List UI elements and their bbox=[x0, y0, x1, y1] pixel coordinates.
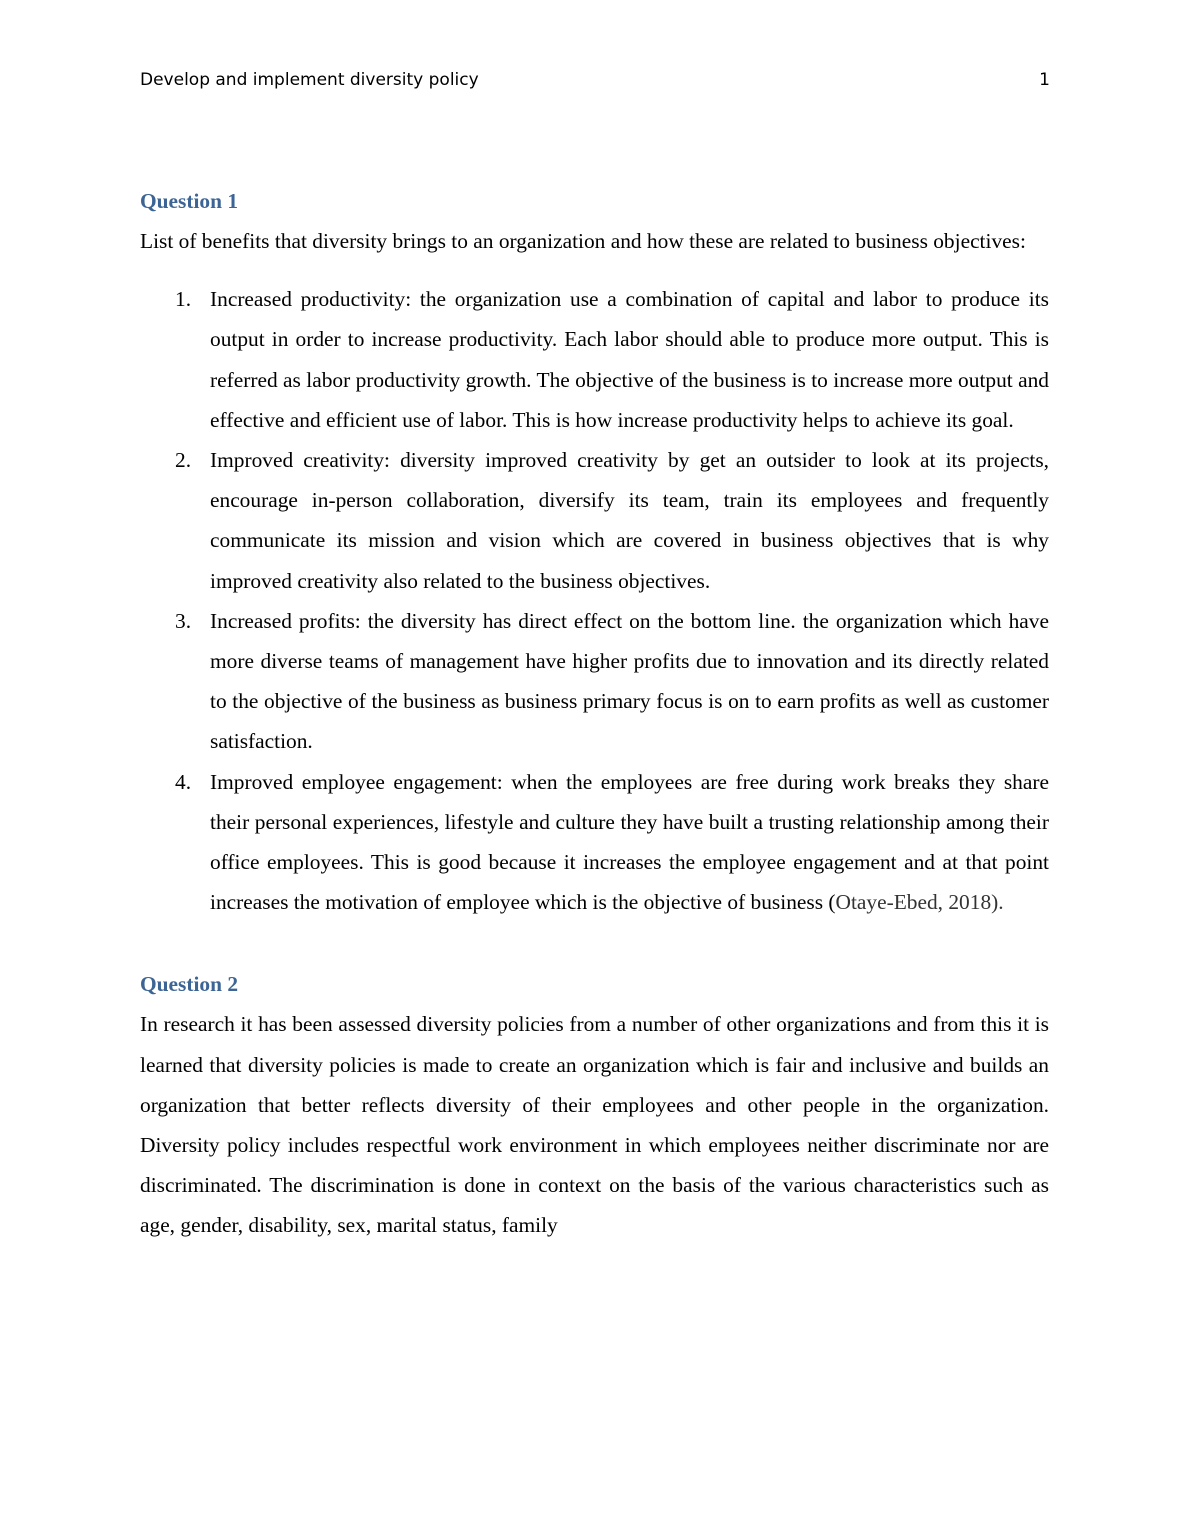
question-2-section bbox=[140, 966, 1049, 1245]
list-item-number: 1. bbox=[175, 287, 192, 312]
question-2-heading: Question 2 bbox=[140, 972, 239, 997]
citation: Otaye-Ebed, 2018). bbox=[835, 890, 1004, 915]
list-item bbox=[140, 601, 1049, 762]
running-header bbox=[140, 70, 1050, 96]
list-item-text: Increased profits: the diversity has direct effect on the bottom line. the organization which have more diverse teams of management have higher profits due to innovation and its directly related to the objective of the business as business primary focus is on to earn profits as well as customer satisfaction. bbox=[210, 608, 1049, 754]
list-item-text: Improved employee engagement: when the employees are free during work breaks they share their personal experiences, lifestyle and culture they have built a trusting relationship among their office employees. This is good because it increases the employee engagement and at that point increases the motivation of employee which is the objective of business ( bbox=[210, 769, 1049, 915]
benefits-list bbox=[140, 279, 1049, 922]
list-item-number: 4. bbox=[175, 769, 192, 794]
list-item-text: Improved creativity: diversity improved creativity by get an outsider to look at its projects, encourage in-person collaboration, diversify its team, train its employees and frequently communicate its mission and vision which are covered in business objectives that is why improved creativity also related to the business objectives. bbox=[210, 448, 1049, 593]
question-1-section bbox=[140, 183, 1049, 922]
header-title: Develop and implement diversity policy bbox=[140, 70, 479, 90]
list-item bbox=[140, 440, 1049, 601]
list-item bbox=[140, 762, 1049, 923]
question-1-intro: List of benefits that diversity brings to an organization and how these are related to business objectives: bbox=[140, 229, 1026, 253]
document-body bbox=[140, 183, 1049, 1246]
question-2-text: In research it has been assessed diversity policies from a number of other organizations and from this it is learned that diversity policies is made to create an organization which is fair and inclusive and builds an organization that better reflects diversity of their employees and other people in the organization. Diversity policy includes respectful work environment in which employees neither discriminate nor are discriminated. The discrimination is done in context on the basis of the various characteristics such as age, gender, disability, sex, marital status, family bbox=[140, 1012, 1049, 1238]
list-item-number: 2. bbox=[175, 448, 192, 473]
list-item-number: 3. bbox=[175, 608, 192, 633]
list-item bbox=[140, 279, 1049, 440]
list-item-text: Increased productivity: the organization use a combination of capital and labor to produce its output in order to increase productivity. Each labor should able to produce more output. This is referred as labor productivity growth. The objective of the business is to increase more output and effective and efficient use of labor. This is how increase productivity helps to achieve its goal. bbox=[210, 287, 1049, 432]
page-number: 1 bbox=[1039, 70, 1050, 90]
question-1-heading: Question 1 bbox=[140, 189, 239, 213]
